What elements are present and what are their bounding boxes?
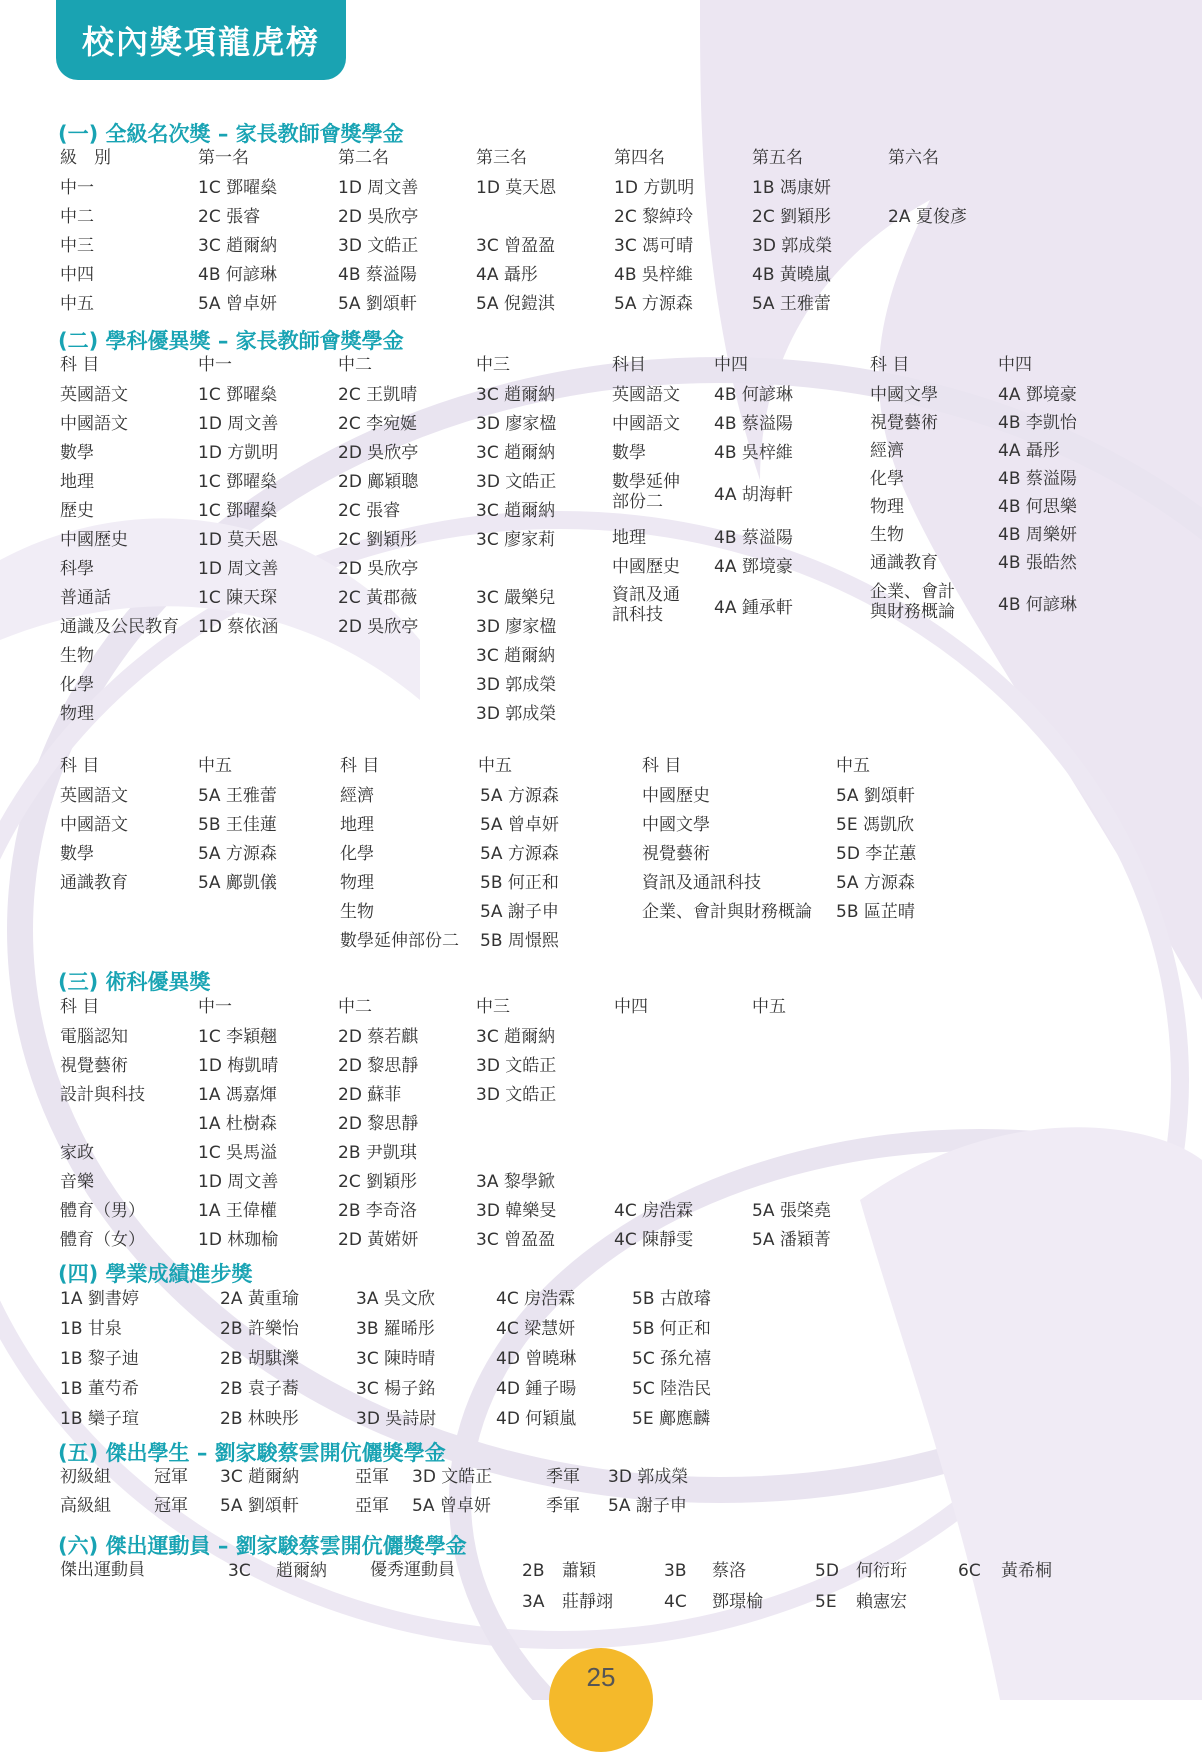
table-cell: 5A 劉頌軒	[338, 294, 417, 314]
table-cell: 初級組	[60, 1467, 111, 1487]
table-header: 科 目	[60, 997, 100, 1017]
table-cell: 數學延伸部份二	[612, 472, 680, 512]
table-header: 第五名	[752, 148, 803, 168]
table-cell: 中國語文	[60, 815, 128, 835]
table-header: 第一名	[198, 148, 249, 168]
table-cell: 中國語文	[60, 414, 128, 434]
table-cell: 1D 周文善	[338, 178, 419, 198]
table-cell: 數學延伸部份二	[340, 931, 459, 951]
table-cell: 3D 郭成榮	[752, 236, 833, 256]
table-cell: 設計與科技	[60, 1085, 145, 1105]
table-header: 中一	[198, 355, 232, 375]
table-cell: 3D 文皓正	[476, 472, 557, 492]
table-cell: 2C 劉穎彤	[338, 1172, 418, 1192]
table-cell: 1A 王偉權	[198, 1201, 277, 1221]
list-item: 4D 鍾子暘	[496, 1379, 577, 1399]
table-cell: 2C 劉穎彤	[338, 530, 418, 550]
table-cell: 亞軍	[355, 1467, 389, 1487]
table-cell: 5A 方源森	[836, 873, 915, 893]
list-item: 2B 林映彤	[220, 1409, 299, 1429]
list-item: 3D 吳詩尉	[356, 1409, 437, 1429]
table-cell: 1C 李穎翹	[198, 1027, 278, 1047]
table-cell: 5A 曾卓妍	[198, 294, 277, 314]
table-cell: 季軍	[546, 1496, 580, 1516]
list-item: 1B 欒子瑄	[60, 1409, 139, 1429]
table-cell: 3C 馮可晴	[614, 236, 694, 256]
table-cell: 5A 張棨堯	[752, 1201, 831, 1221]
table-cell: 2D 鄺穎聰	[338, 472, 419, 492]
table-cell: 1C 陳天琛	[198, 588, 278, 608]
table-cell: 1D 莫天恩	[198, 530, 279, 550]
table-cell: 4B 蔡溢陽	[714, 528, 793, 548]
table-cell: 體育（男）	[60, 1201, 145, 1221]
table-cell: 高級組	[60, 1496, 111, 1516]
table-cell: 普通話	[60, 588, 111, 608]
list-item: 1B 董芍希	[60, 1379, 139, 1399]
table-header: 科 目	[60, 355, 100, 375]
table-cell: 通識教育	[870, 553, 938, 573]
table-cell: 4B 蔡溢陽	[998, 469, 1077, 489]
table-cell: 5A 王雅蕾	[752, 294, 831, 314]
athlete-name: 莊靜翊	[562, 1592, 613, 1612]
table-cell: 1A 馮嘉煇	[198, 1085, 277, 1105]
list-item: 5C 陸浩民	[632, 1379, 712, 1399]
table-cell: 視覺藝術	[870, 413, 938, 433]
table-cell: 音樂	[60, 1172, 94, 1192]
table-cell: 1A 杜樹森	[198, 1114, 277, 1134]
table-cell: 3D 廖家楹	[476, 414, 557, 434]
table-header: 科 目	[870, 355, 910, 375]
table-cell: 1D 梅凱晴	[198, 1056, 279, 1076]
table-cell: 冠軍	[154, 1467, 188, 1487]
table-cell: 生物	[60, 646, 94, 666]
table-cell: 經濟	[340, 786, 374, 806]
table-cell: 2A 夏俊彥	[888, 207, 967, 227]
table-cell: 2D 蘇菲	[338, 1085, 402, 1105]
table-header: 中四	[998, 355, 1032, 375]
list-item: 3C 陳時晴	[356, 1349, 436, 1369]
table-cell: 冠軍	[154, 1496, 188, 1516]
table-cell: 5B 區芷晴	[836, 902, 915, 922]
table-header: 科 目	[642, 756, 682, 776]
table-cell: 生物	[870, 525, 904, 545]
athlete-name: 賴憲宏	[856, 1592, 907, 1612]
table-cell: 2C 王凱晴	[338, 385, 418, 405]
table-cell: 5D 李芷蕙	[836, 844, 917, 864]
table-cell: 資訊及通訊科技	[642, 873, 761, 893]
table-cell: 英國語文	[60, 786, 128, 806]
table-cell: 1D 周文善	[198, 559, 279, 579]
table-cell: 3C 曾盈盈	[476, 1230, 556, 1250]
table-cell: 地理	[60, 472, 94, 492]
table-cell: 4A 鄧境豪	[714, 557, 793, 577]
list-item: 1B 黎子迪	[60, 1349, 139, 1369]
table-cell: 中一	[60, 178, 94, 198]
list-item: 3A 吳文欣	[356, 1289, 435, 1309]
table-cell: 3C 嚴樂兒	[476, 588, 556, 608]
table-cell: 1D 方凱明	[614, 178, 695, 198]
table-cell: 3C 趙爾納	[476, 1027, 556, 1047]
table-cell: 5A 劉頌軒	[220, 1496, 299, 1516]
table-cell: 英國語文	[612, 385, 680, 405]
list-item: 2A 黃重瑜	[220, 1289, 299, 1309]
table-header: 第四名	[614, 148, 665, 168]
table-cell: 5A 曾卓妍	[412, 1496, 491, 1516]
table-cell: 數學	[60, 844, 94, 864]
table-header: 中三	[476, 997, 510, 1017]
table-cell: 科學	[60, 559, 94, 579]
athlete-name: 蕭穎	[562, 1561, 596, 1581]
table-cell: 地理	[340, 815, 374, 835]
table-header: 中五	[836, 756, 870, 776]
table-cell: 4B 何思樂	[998, 497, 1077, 517]
section-heading: (二) 學科優異獎 – 家長教師會獎學金	[58, 329, 404, 353]
table-cell: 企業、會計與財務概論	[870, 582, 955, 622]
table-cell: 5A 倪鎧淇	[476, 294, 555, 314]
table-cell: 企業、會計與財務概論	[642, 902, 812, 922]
table-cell: 2D 吳欣亭	[338, 443, 419, 463]
table-cell: 中四	[60, 265, 94, 285]
table-cell: 5B 周憬熙	[480, 931, 559, 951]
table-cell: 3D 郭成榮	[608, 1467, 689, 1487]
table-cell: 4A 聶彤	[476, 265, 538, 285]
athlete-class: 2B	[522, 1561, 545, 1581]
athlete-name: 鄧璟榆	[712, 1592, 763, 1612]
table-cell: 3C 趙爾納	[476, 443, 556, 463]
table-cell: 4B 周樂妍	[998, 525, 1077, 545]
athlete-name: 趙爾納	[276, 1561, 327, 1581]
list-item: 3C 楊子銘	[356, 1379, 436, 1399]
table-header: 第二名	[338, 148, 389, 168]
table-cell: 3D 郭成榮	[476, 704, 557, 724]
table-cell: 4B 何諺琳	[198, 265, 277, 285]
table-cell: 地理	[612, 528, 646, 548]
table-header: 科目	[612, 355, 646, 375]
table-cell: 中國語文	[612, 414, 680, 434]
table-cell: 1C 鄧曜燊	[198, 472, 278, 492]
table-header: 中一	[198, 997, 232, 1017]
table-cell: 化學	[870, 469, 904, 489]
table-cell: 1D 周文善	[198, 1172, 279, 1192]
table-cell: 中國文學	[642, 815, 710, 835]
table-cell: 4C 陳靜雯	[614, 1230, 694, 1250]
athlete-class: 3A	[522, 1592, 545, 1612]
table-cell: 物理	[870, 497, 904, 517]
table-cell: 2C 張睿	[338, 501, 401, 521]
table-cell: 2C 黃郡薇	[338, 588, 418, 608]
table-cell: 2D 吳欣亭	[338, 617, 419, 637]
table-cell: 視覺藝術	[642, 844, 710, 864]
list-item: 4D 何穎嵐	[496, 1409, 577, 1429]
table-cell: 亞軍	[355, 1496, 389, 1516]
table-cell: 3D 郭成榮	[476, 675, 557, 695]
table-cell: 2D 吳欣亭	[338, 207, 419, 227]
list-item: 2B 胡騏濼	[220, 1349, 299, 1369]
table-cell: 化學	[340, 844, 374, 864]
table-header: 中五	[198, 756, 232, 776]
table-cell: 3C 趙爾納	[220, 1467, 300, 1487]
athlete-class: 3C	[228, 1561, 251, 1581]
table-cell: 4B 黃曉嵐	[752, 265, 831, 285]
athlete-name: 蔡洛	[712, 1561, 746, 1581]
table-cell: 2B 李奇洛	[338, 1201, 417, 1221]
list-item: 1A 劉書婷	[60, 1289, 139, 1309]
table-cell: 1C 鄧曜燊	[198, 385, 278, 405]
table-cell: 4A 聶彤	[998, 441, 1060, 461]
table-cell: 數學	[60, 443, 94, 463]
table-cell: 經濟	[870, 441, 904, 461]
section-heading: (六) 傑出運動員 – 劉家駿蔡雲開伉儷獎學金	[58, 1534, 467, 1558]
table-cell: 3A 黎學鍁	[476, 1172, 555, 1192]
table-header: 科 目	[340, 756, 380, 776]
table-cell: 2D 黃婼妍	[338, 1230, 419, 1250]
table-header: 中五	[752, 997, 786, 1017]
table-cell: 2C 劉穎彤	[752, 207, 832, 227]
table-cell: 2D 黎思靜	[338, 1056, 419, 1076]
table-cell: 物理	[340, 873, 374, 893]
table-cell: 中國歷史	[612, 557, 680, 577]
list-item: 2B 袁子蕎	[220, 1379, 299, 1399]
table-cell: 家政	[60, 1143, 94, 1163]
table-cell: 歷史	[60, 501, 94, 521]
table-cell: 4C 房浩霖	[614, 1201, 694, 1221]
table-cell: 5A 曾卓妍	[480, 815, 559, 835]
section-heading: (一) 全級名次獎 – 家長教師會獎學金	[58, 122, 404, 146]
table-cell: 1D 周文善	[198, 414, 279, 434]
table-cell: 3D 廖家楹	[476, 617, 557, 637]
table-cell: 5A 方源森	[480, 844, 559, 864]
list-item: 4C 房浩霖	[496, 1289, 576, 1309]
table-cell: 4B 蔡溢陽	[714, 414, 793, 434]
table-cell: 1C 鄧曜燊	[198, 178, 278, 198]
table-cell: 5A 謝子申	[608, 1496, 687, 1516]
athlete-name: 黃希桐	[1001, 1561, 1052, 1581]
table-cell: 1D 方凱明	[198, 443, 279, 463]
table-cell: 1D 莫天恩	[476, 178, 557, 198]
table-header: 中四	[614, 997, 648, 1017]
table-cell: 1C 鄧曜燊	[198, 501, 278, 521]
list-item: 2B 許樂怡	[220, 1319, 299, 1339]
page-number-badge	[549, 1648, 653, 1752]
table-cell: 體育（女）	[60, 1230, 145, 1250]
athlete-name: 何衍珩	[856, 1561, 907, 1581]
section-heading: (五) 傑出學生 – 劉家駿蔡雲開伉儷獎學金	[58, 1441, 446, 1465]
table-cell: 化學	[60, 675, 94, 695]
table-cell: 2C 李宛娫	[338, 414, 418, 434]
table-header: 中二	[338, 355, 372, 375]
table-header: 中五	[478, 756, 512, 776]
table-cell: 中五	[60, 294, 94, 314]
table-cell: 1B 馮康妍	[752, 178, 831, 198]
table-cell: 通識及公民教育	[60, 617, 179, 637]
table-cell: 1D 林珈榆	[198, 1230, 279, 1250]
table-cell: 季軍	[546, 1467, 580, 1487]
table-cell: 1C 吳馬溢	[198, 1143, 278, 1163]
athlete-class: 5E	[815, 1592, 837, 1612]
table-header: 第六名	[888, 148, 939, 168]
table-cell: 電腦認知	[60, 1027, 128, 1047]
section-heading: (四) 學業成績進步獎	[58, 1262, 253, 1286]
table-cell: 2D 黎思靜	[338, 1114, 419, 1134]
table-cell: 3C 曾盈盈	[476, 236, 556, 256]
table-cell: 通識教育	[60, 873, 128, 893]
table-cell: 3D 文皓正	[338, 236, 419, 256]
table-cell: 3D 文皓正	[412, 1467, 493, 1487]
list-item: 3B 羅晞彤	[356, 1319, 435, 1339]
table-cell: 5A 方源森	[480, 786, 559, 806]
athlete-class: 4C	[664, 1592, 687, 1612]
table-cell: 中三	[60, 236, 94, 256]
table-header: 中四	[714, 355, 748, 375]
table-cell: 4A 胡海軒	[714, 485, 793, 505]
table-cell: 5E 馮凱欣	[836, 815, 914, 835]
table-cell: 2D 蔡若麒	[338, 1027, 419, 1047]
table-cell: 5A 潘穎菁	[752, 1230, 831, 1250]
table-header: 第三名	[476, 148, 527, 168]
table-cell: 3D 文皓正	[476, 1056, 557, 1076]
table-cell: 資訊及通訊科技	[612, 585, 680, 625]
table-cell: 視覺藝術	[60, 1056, 128, 1076]
table-cell: 3C 廖家莉	[476, 530, 556, 550]
table-cell: 5A 方源森	[198, 844, 277, 864]
table-cell: 5B 何正和	[480, 873, 559, 893]
table-cell: 4B 何諺琳	[998, 595, 1077, 615]
table-cell: 5A 方源森	[614, 294, 693, 314]
table-header: 科 目	[60, 756, 100, 776]
table-cell: 2D 吳欣亭	[338, 559, 419, 579]
table-cell: 5A 謝子申	[480, 902, 559, 922]
list-item: 5C 孫允禧	[632, 1349, 712, 1369]
athlete-label: 優秀運動員	[370, 1560, 455, 1580]
page-number: 25	[586, 1662, 616, 1692]
list-item: 5B 何正和	[632, 1319, 711, 1339]
table-cell: 5A 王雅蕾	[198, 786, 277, 806]
list-item: 5B 古啟璿	[632, 1289, 711, 1309]
table-header: 中二	[338, 997, 372, 1017]
list-item: 4D 曾曉琳	[496, 1349, 577, 1369]
table-cell: 2C 張睿	[198, 207, 261, 227]
table-cell: 5A 鄺凱儀	[198, 873, 277, 893]
athlete-class: 6C	[958, 1561, 981, 1581]
table-cell: 中國歷史	[60, 530, 128, 550]
section-heading: (三) 術科優異獎	[58, 970, 211, 994]
table-cell: 4A 鍾承軒	[714, 598, 793, 618]
athlete-class: 5D	[815, 1561, 839, 1581]
table-cell: 物理	[60, 704, 94, 724]
table-cell: 3C 趙爾納	[198, 236, 278, 256]
table-cell: 4A 鄧境豪	[998, 385, 1077, 405]
athlete-class: 3B	[664, 1561, 687, 1581]
table-cell: 3C 趙爾納	[476, 385, 556, 405]
table-cell: 1D 蔡依涵	[198, 617, 279, 637]
table-cell: 中二	[60, 207, 94, 227]
table-header: 中三	[476, 355, 510, 375]
table-header: 級 別	[60, 148, 111, 168]
table-cell: 4B 蔡溢陽	[338, 265, 417, 285]
table-cell: 5B 王佳蓮	[198, 815, 277, 835]
list-item: 4C 梁慧妍	[496, 1319, 576, 1339]
table-cell: 4B 張皓然	[998, 553, 1077, 573]
table-cell: 中國歷史	[642, 786, 710, 806]
list-item: 5E 鄺應麟	[632, 1409, 710, 1429]
list-item: 1B 甘泉	[60, 1319, 122, 1339]
table-cell: 4B 吳梓維	[614, 265, 693, 285]
table-cell: 中國文學	[870, 385, 938, 405]
table-cell: 英國語文	[60, 385, 128, 405]
table-cell: 3C 趙爾納	[476, 501, 556, 521]
table-cell: 3D 文皓正	[476, 1085, 557, 1105]
table-cell: 4B 吳梓維	[714, 443, 793, 463]
table-cell: 5A 劉頌軒	[836, 786, 915, 806]
table-cell: 生物	[340, 902, 374, 922]
table-cell: 3D 韓樂旻	[476, 1201, 557, 1221]
table-cell: 2C 黎綽玲	[614, 207, 694, 227]
table-cell: 數學	[612, 443, 646, 463]
page-title: 校內獎項龍虎榜	[56, 0, 346, 80]
table-cell: 4B 李凱怡	[998, 413, 1077, 433]
athlete-label: 傑出運動員	[60, 1560, 145, 1580]
table-cell: 3C 趙爾納	[476, 646, 556, 666]
table-cell: 2B 尹凱琪	[338, 1143, 417, 1163]
table-cell: 4B 何諺琳	[714, 385, 793, 405]
